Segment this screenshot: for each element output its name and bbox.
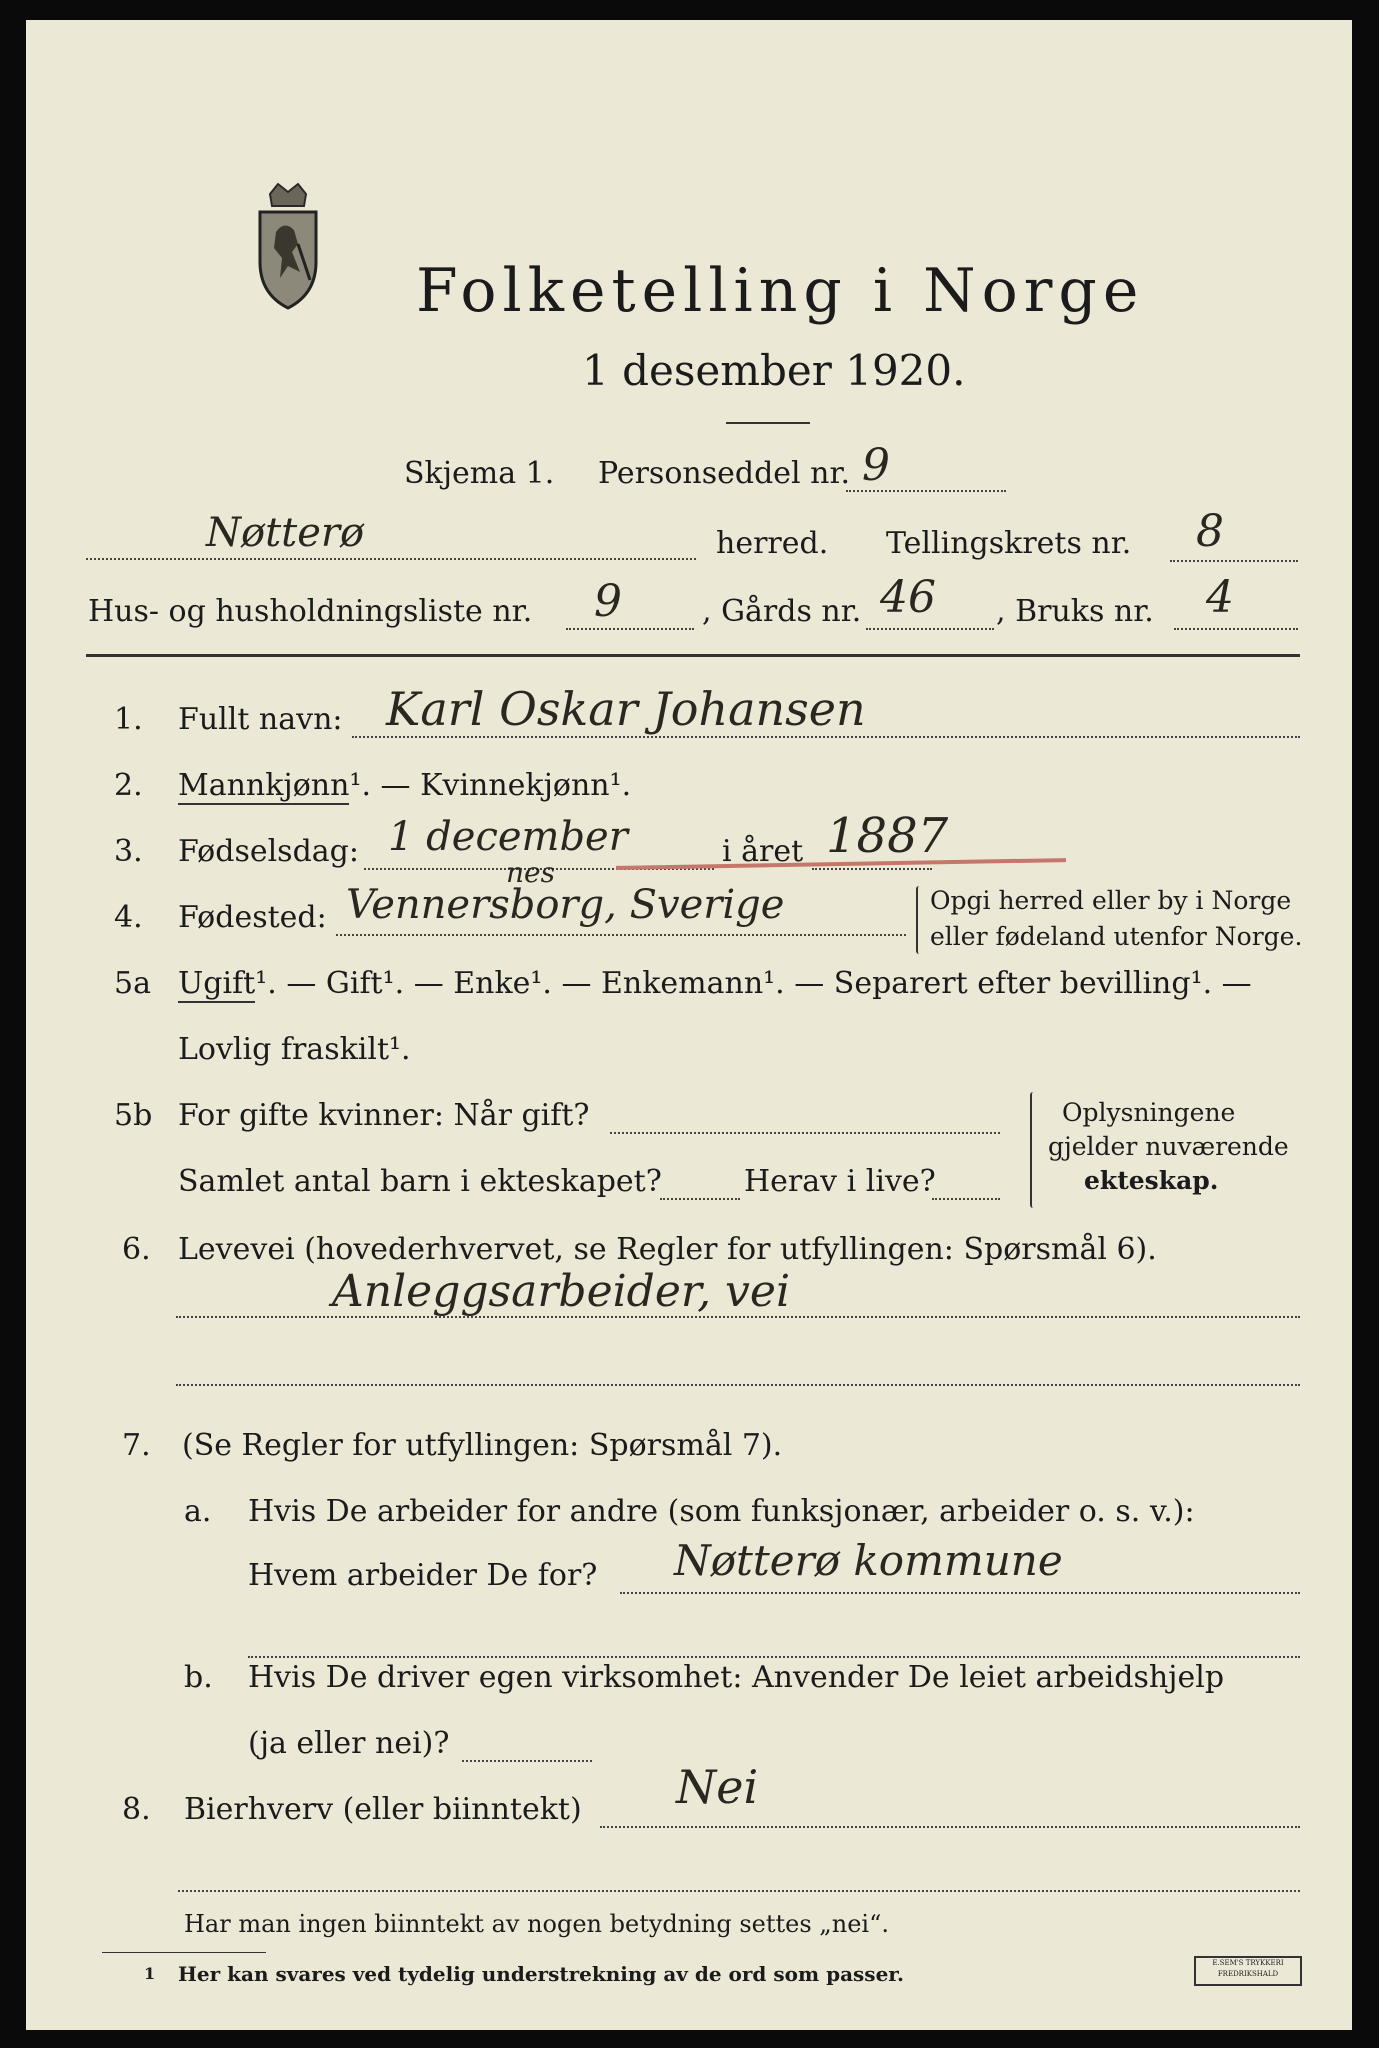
q8-label: Bierhverv (eller biinntekt): [184, 1792, 582, 1827]
q4-above: nes: [506, 856, 555, 889]
tellingskrets-label: Tellingskrets nr.: [886, 526, 1132, 561]
census-date: 1 desember 1920.: [582, 346, 966, 395]
footnote-divider: [102, 1952, 266, 1953]
census-form: [26, 20, 1352, 2030]
printer-stamp: [1194, 1956, 1302, 1986]
q4-number: 4.: [114, 900, 143, 935]
gards-label: , Gårds nr.: [702, 594, 862, 629]
q7a-letter: a.: [184, 1494, 212, 1529]
q4-note-line2: eller fødeland utenfor Norge.: [930, 922, 1303, 951]
q2-number: 2.: [114, 768, 143, 803]
printer-stamp-line1: E.SEM'S TRYKKERI: [1212, 1959, 1284, 1967]
q5b-brace: [1030, 1092, 1036, 1208]
form-title: Folketelling i Norge: [416, 256, 1145, 326]
q7-number: 7.: [122, 1428, 151, 1463]
footnote-text: Her kan svares ved tydelig understrekning av de ord som passer.: [178, 1962, 904, 1986]
q7b-line1: Hvis De driver egen virksomhet: Anvender De leiet arbeidshjelp: [248, 1660, 1225, 1695]
q3-day: 1 december: [388, 814, 628, 860]
gards-value: 46: [880, 572, 936, 623]
husholdningsliste-value: 9: [594, 576, 622, 627]
q4-value: Vennersborg, Sverige: [346, 882, 785, 928]
personseddel-value: 9: [862, 440, 890, 491]
q7-label: (Se Regler for utfyllingen: Spørsmål 7).: [182, 1428, 783, 1463]
bruks-label: , Bruks nr.: [996, 594, 1154, 629]
herred-label: herred.: [716, 526, 829, 561]
q6-label: Levevei (hovederhvervet, se Regler for utfyllingen: Spørsmål 6).: [178, 1232, 1157, 1267]
husholdningsliste-label: Hus- og husholdningsliste nr.: [88, 594, 533, 629]
q4-note-line1: Opgi herred eller by i Norge: [930, 886, 1292, 915]
q7a-line2: Hvem arbeider De for?: [248, 1558, 598, 1593]
q3-number: 3.: [114, 834, 143, 869]
tellingskrets-value: 8: [1196, 506, 1224, 557]
q3-label: Fødselsdag:: [178, 834, 359, 869]
q5a-ugift-underlined: Ugift: [178, 966, 256, 1001]
q5a-options: ¹. — Gift¹. — Enke¹. — Enkemann¹. — Separert efter bevilling¹. —: [255, 966, 1252, 1001]
herred-value: Nøtterø: [206, 510, 365, 556]
q6-number: 6.: [122, 1232, 151, 1267]
footnote-mark: 1: [144, 1964, 156, 1983]
title-divider: [726, 422, 810, 424]
q8-value: Nei: [676, 1760, 759, 1814]
footer-note: Har man ingen biinntekt av nogen betydning settes „nei“.: [184, 1910, 889, 1938]
printer-stamp-line2: FREDRIKSHALD: [1217, 1970, 1279, 1978]
q5b-line1: For gifte kvinner: Når gift?: [178, 1098, 590, 1133]
coat-of-arms-icon: [248, 182, 328, 312]
q8-number: 8.: [122, 1792, 151, 1827]
schema-label: Skjema 1.: [404, 456, 555, 491]
q1-value: Karl Oskar Johansen: [386, 682, 866, 736]
q7a-line1: Hvis De arbeider for andre (som funksjonær, arbeider o. s. v.):: [248, 1494, 1195, 1529]
q6-value: Anleggsarbeider, vei: [332, 1266, 791, 1317]
q1-number: 1.: [114, 702, 143, 737]
q4-brace: [916, 886, 922, 954]
q2-separator: ¹. —: [349, 768, 421, 803]
q5b-note2: gjelder nuværende: [1048, 1132, 1289, 1161]
q1-label: Fullt navn:: [178, 702, 343, 737]
q7b-letter: b.: [184, 1660, 213, 1695]
q3-year: 1887: [826, 808, 949, 864]
q5a-line2: Lovlig fraskilt¹.: [178, 1032, 411, 1067]
q5a-number: 5a: [114, 966, 151, 1001]
q5b-note3: ekteskap.: [1084, 1166, 1219, 1195]
q5b-line2b: Herav i live?: [744, 1164, 936, 1199]
header-divider: [86, 654, 1300, 657]
q5b-number: 5b: [114, 1098, 153, 1133]
q7a-value: Nøtterø kommune: [674, 1536, 1063, 1585]
q3-year-label: i året: [722, 834, 804, 869]
q5b-note1: Oplysningene: [1062, 1098, 1236, 1127]
q5b-line2a: Samlet antal barn i ekteskapet?: [178, 1164, 662, 1199]
q2-female: Kvinnekjønn¹.: [420, 768, 632, 803]
q2-male-underlined: Mannkjønn: [178, 768, 350, 803]
q7b-line2: (ja eller nei)?: [248, 1726, 450, 1761]
personseddel-label: Personseddel nr.: [598, 456, 851, 491]
bruks-value: 4: [1206, 572, 1234, 623]
q4-label: Fødested:: [178, 900, 327, 935]
